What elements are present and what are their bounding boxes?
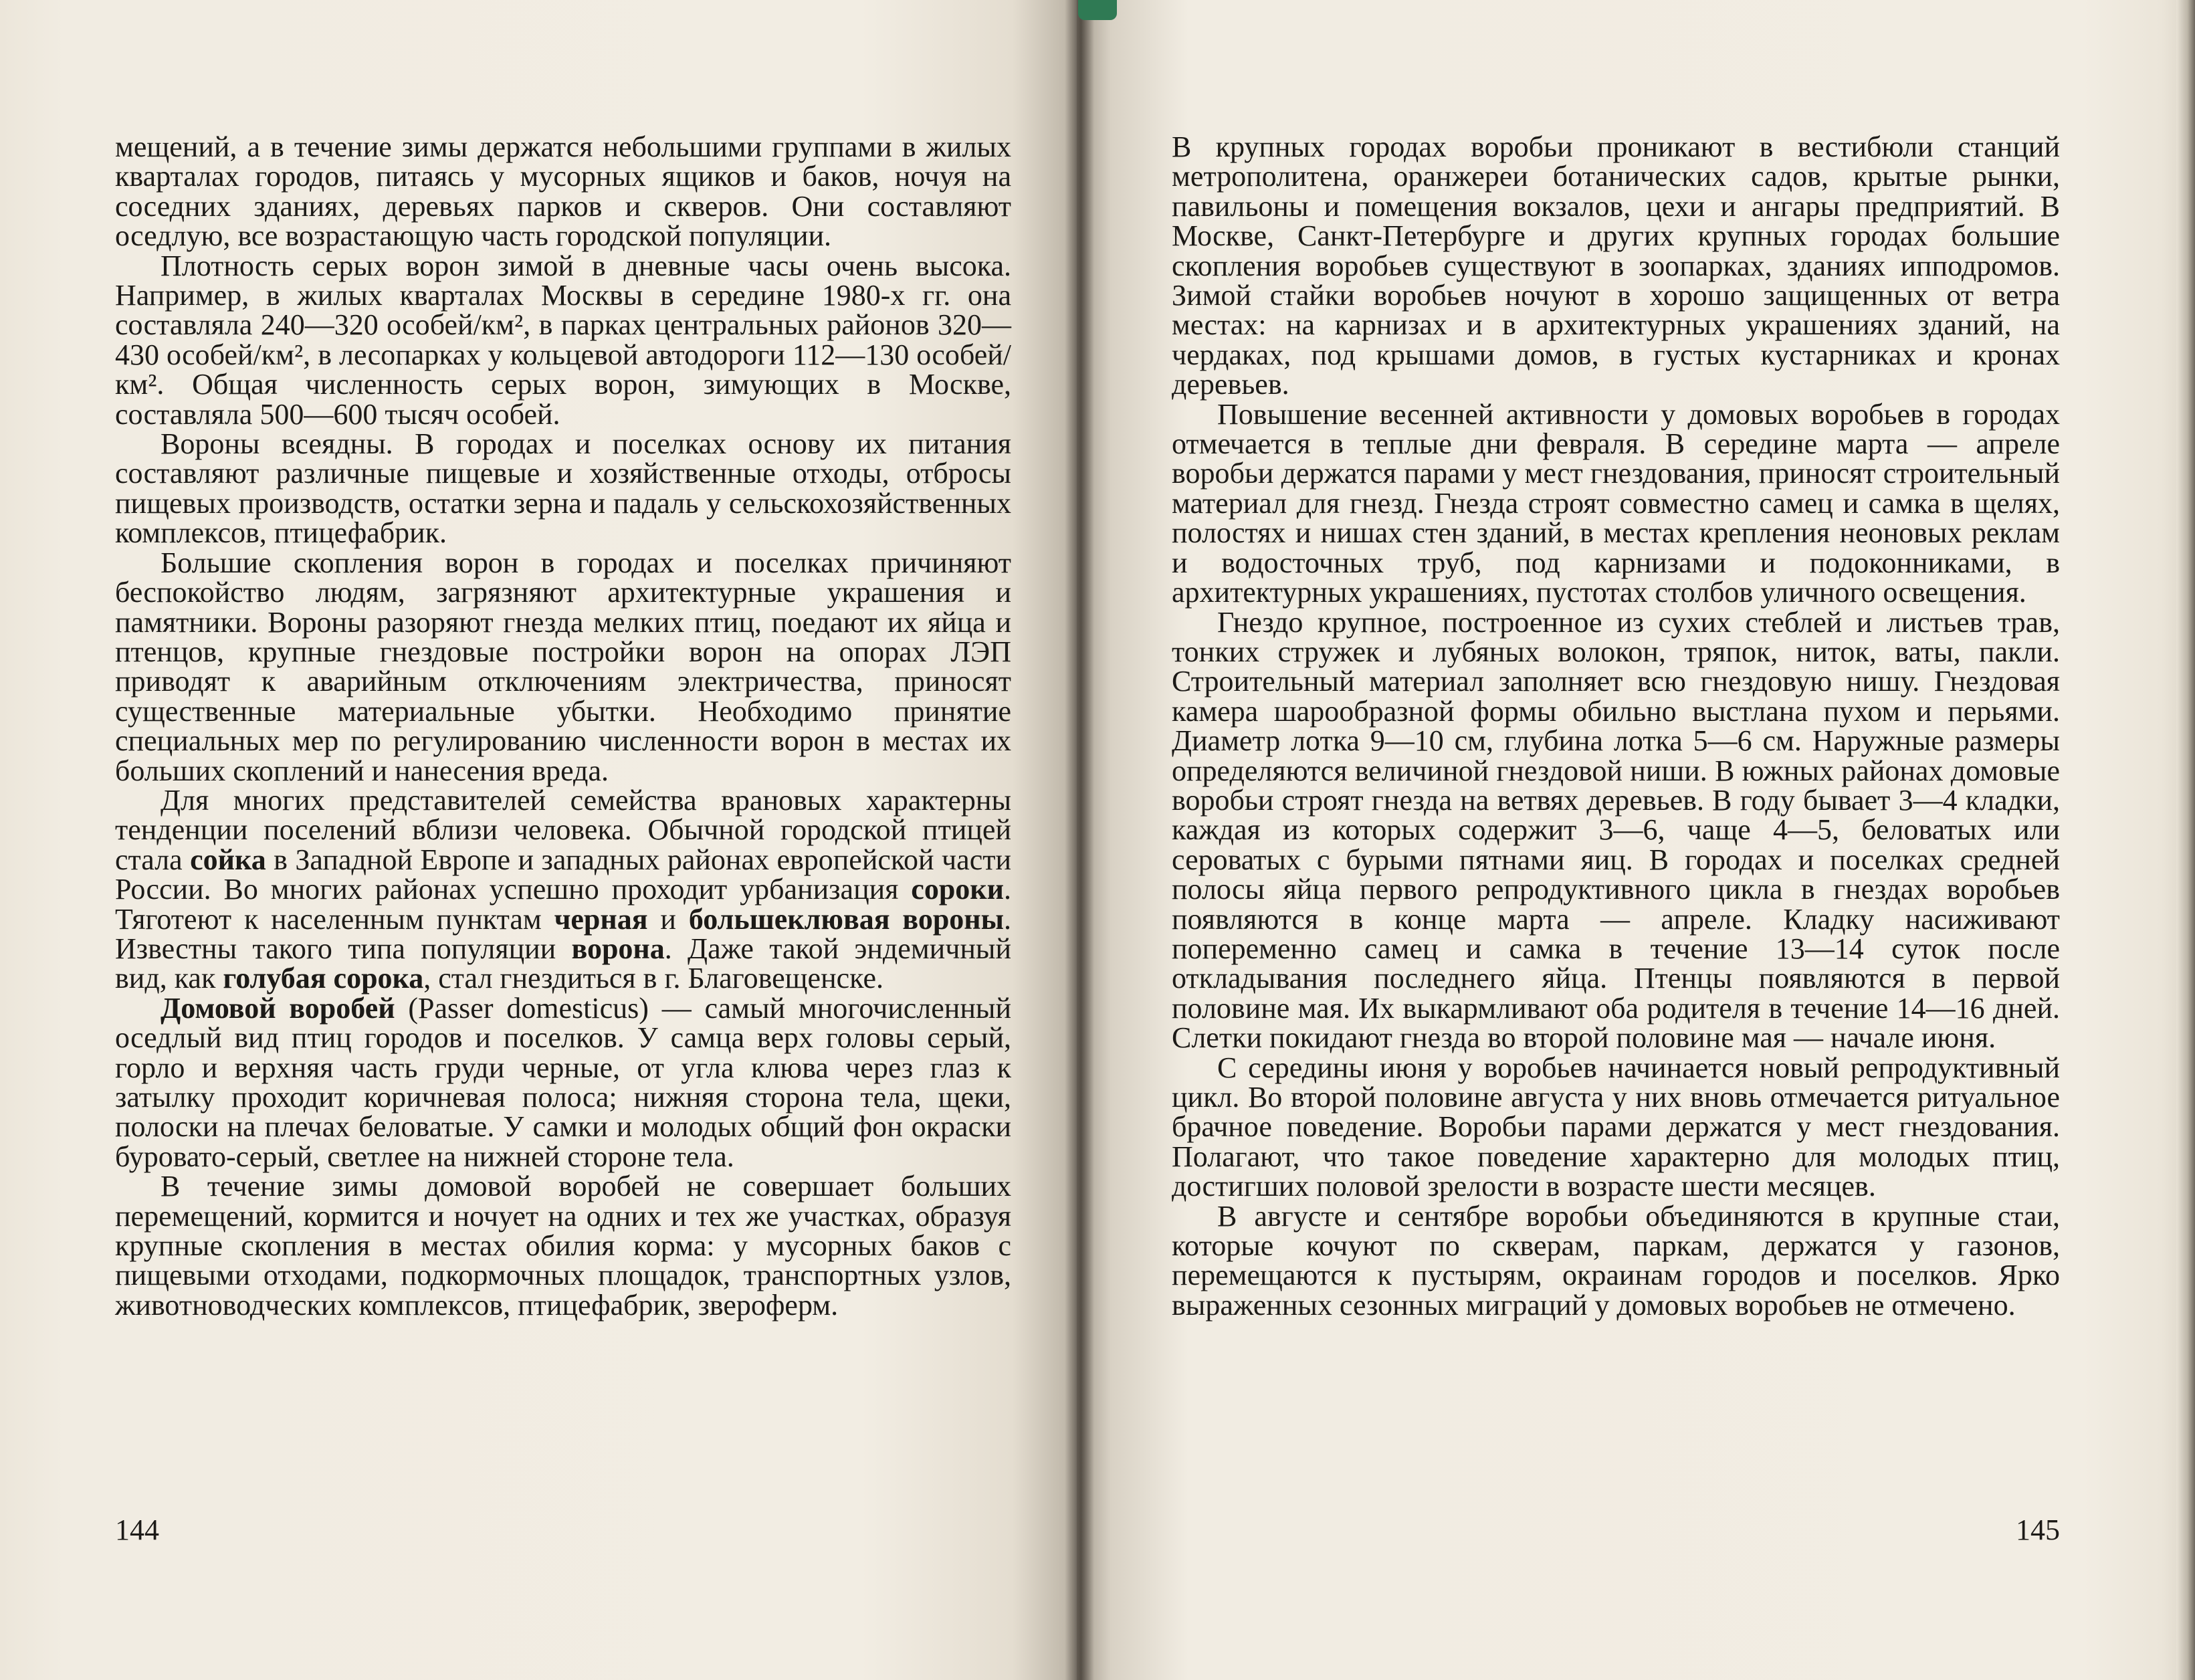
- species-name: черная: [554, 902, 648, 936]
- text-run: . Даже такой эндемичный вид, как: [115, 932, 1011, 995]
- paragraph: Вороны всеядны. В городах и поселках основу их питания составляют различные пищевые и хозяйственные отходы, отбросы пищевых производств, остатки зерна и падаль у сельскохозяйственных комплексов, птицефабрик.: [115, 427, 1011, 550]
- page-number: 145: [2016, 1513, 2060, 1546]
- text-run: . Известны такого типа популяции: [115, 902, 1012, 965]
- bookmark-ribbon: [1078, 0, 1117, 20]
- species-name: Домовой воробей: [161, 991, 395, 1025]
- text-run: (Passer domesticus) — самый многочисленный оседлый вид птиц городов и поселков. У самца верх головы серый, горло и верхняя часть груди черные, от угла клюва через глаз к затылку проходит коричневая полоса; нижняя сторона тела, щеки, полоски на плечах беловатые. У самки и молодых общий фон окраски буровато-серый, светлее на нижней стороне тела.: [115, 991, 1012, 1173]
- paragraph: Большие скопления ворон в городах и поселках причиняют беспокойство людям, загрязняют архитектурные украшения и памятники. Вороны разоряют гнезда мелких птиц, поедают их яйца и птенцов, крупные гнездовые постройки ворон на опорах ЛЭП приводят к аварийным отключениям электричества, приносят существенные материальные убытки. Необходимо принятие специальных мер по регулированию численности ворон в местах их больших скоплений и нанесения вреда.: [115, 546, 1011, 787]
- right-page: [1077, 0, 2195, 1680]
- text-run: . Тяготеют к населенным пунктам: [115, 873, 1011, 936]
- species-name: ворона: [571, 932, 665, 965]
- text-run: Для многих представителей семейства врановых характерны тенденции поселений вблизи человека. Обычной городской птицей стала: [115, 783, 1011, 876]
- book-gutter: [1065, 0, 1094, 1680]
- species-name: голубая сорока: [223, 962, 424, 995]
- species-name: сойка: [190, 843, 266, 876]
- paragraph: Гнездо крупное, построенное из сухих стеблей и листьев трав, тонких стружек и лубяных волокон, тряпок, ниток, ваты, пакли. Строительный материал заполняет всю гнездовую нишу. Гнездовая камера шарообразной формы обильно выстлана пухом и перьями. Диаметр лотка 9—10 см, глубина лотка 5—6 см. Наружные размеры определяются величиной гнездовой ниши. В южных районах домовые воробьи строят гнезда на ветвях деревьев. В году бывает 3—4 кладки, каждая из которых содержит 3—6, чаще 4—5, беловатых или сероватых с бурыми пятнами яиц. В городах и поселках средней полосы яйца первого репродуктивного цикла в гнездах воробьев появляются в конце марта — апреле. Кладку насиживают попеременно самец и самка в течение 13—14 суток после откладывания последнего яйца. Птенцы появляются в первой половине мая. Их выкармливают оба родителя в течение 14—16 дней. Слетки покидают гнезда во второй половине мая — начале июня.: [1172, 605, 2060, 1055]
- left-page: [0, 0, 1077, 1680]
- paragraph: В течение зимы домовой воробей не совершает больших перемещений, кормится и ночует на одних и тех же участках, образуя крупные скопления в местах обилия корма: у мусорных баков с пищевыми отходами, подкормочных площадок, транспортных узлов, животноводческих комплексов, птицефабрик, звероферм.: [115, 1170, 1011, 1322]
- paragraph: В крупных городах воробьи проникают в вестибюли станций метрополитена, оранжереи ботанических садов, крытые рынки, павильоны и помещения вокзалов, цехи и ангары предприятий. В Москве, Санкт-Петербурге и других крупных городах большие скопления воробьев существуют в зоопарках, зданиях ипподромов. Зимой стайки воробьев ночуют в хорошо защищенных от ветра местах: на карнизах и в архитектурных украшениях зданий, на чердаках, под крышами домов, в густых кустарниках и кронах деревьев.: [1172, 130, 2060, 401]
- species-name: сороки: [911, 873, 1004, 906]
- paragraph: мещений, а в течение зимы держатся небольшими группами в жилых кварталах городов, питаясь у мусорных ящиков и баков, ночуя на соседних зданиях, деревьях парков и скверов. Они составляют оседлую, все возрастающую часть городской популяции.: [115, 130, 1011, 253]
- paragraph: [115, 783, 1012, 995]
- paragraph: Повышение весенней активности у домовых воробьев в городах отмечается в теплые дни февраля. В середине марта — апреле воробьи держатся парами у мест гнездования, приносят строительный материал для гнезд. Гнезда строят совместно самец и самка в щелях, полостях и нишах стен зданий, в местах крепления неоновых реклам и водосточных труб, под карнизами и подоконниками, в архитектурных украшениях, пустотах столбов уличного освещения.: [1172, 397, 2060, 609]
- left-page-text: [115, 132, 1011, 1320]
- right-page-text: [1172, 132, 2060, 1320]
- paragraph: [115, 991, 1012, 1173]
- paragraph: Плотность серых ворон зимой в дневные часы очень высока. Например, в жилых кварталах Москвы в середине 1980-х гг. она составляла 240—320 особей/км², в парках центральных районов 320—430 особей/км², в лесопарках у кольцевой автодороги 112—130 особей/км². Общая численность серых ворон, зимующих в Москве, составляла 500—600 тысяч особей.: [115, 249, 1011, 431]
- text-run: и: [647, 902, 689, 936]
- paragraph: В августе и сентябре воробьи объединяются в крупные стаи, которые кочуют по скверам, паркам, держатся у газонов, перемещаются к пустырям, окраинам городов и поселков. Ярко выраженных сезонных миграций у домовых воробьев не отмечено.: [1172, 1199, 2060, 1322]
- page-edge: [2176, 0, 2195, 1680]
- species-name: большеклювая вороны: [688, 902, 1005, 936]
- text-run: , стал гнездиться в г. Благовещенске.: [423, 962, 883, 995]
- page-number: 144: [115, 1513, 159, 1546]
- text-run: в Западной Европе и западных районах европейской части России. Во многих районах успешно проходит урбанизация: [115, 843, 1011, 906]
- paragraph: С середины июня у воробьев начинается новый репродуктивный цикл. Во второй половине августа у них вновь отмечается ритуальное брачное поведение. Воробьи парами держатся у мест гнездования. Полагают, что такое поведение характерно для молодых птиц, достигших половой зрелости в возрасте шести месяцев.: [1172, 1051, 2060, 1203]
